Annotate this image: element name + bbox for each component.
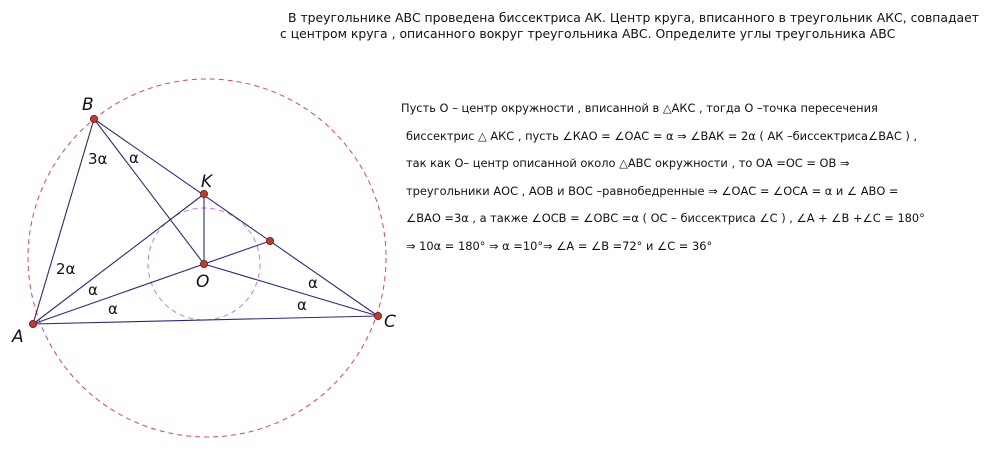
angle-a-mid: α (88, 281, 98, 299)
point-tangent (266, 237, 273, 244)
problem-line-2: с центром круга , описанного вокруг треугольника АВС. Определите углы треугольника АВС (280, 26, 896, 41)
circumcircle (28, 79, 386, 437)
solution-line-5: ∠ВАО =3α , а также ∠ОСВ = ∠ОВС =α ( ОС – биссектриса ∠С ) , ∠А + ∠В +∠С = 180° (406, 211, 925, 226)
solution-text (401, 98, 981, 264)
angle-c-bottom: α (297, 296, 307, 314)
side-ac (33, 316, 378, 324)
label-o: O (196, 272, 210, 292)
point-c (374, 312, 381, 319)
angle-b-lower: α (129, 149, 139, 167)
solution-line-4: треугольники АОС , АОВ и ВОС –равнобедренные ⇒ ∠ОАС = ∠ОСА = α и ∠ АВО = (406, 183, 899, 198)
segment-oc (204, 264, 378, 316)
solution-line-3: так как О– центр описанной около △АВС окружности , то ОА =ОС = ОВ ⇒ (406, 156, 850, 171)
solution-line-6: ⇒ 10α = 180° ⇒ α =10°⇒ ∠А = ∠В =72° и ∠С = 36° (406, 238, 713, 253)
label-b: B (82, 95, 94, 115)
problem-line-1: В треугольнике АВС проведена биссектриса АК. Центр круга, вписанного в треугольник АКС, совпадает (288, 10, 979, 25)
label-k: K (201, 172, 213, 192)
solution-line-2: биссектрис △ АКС , пусть ∠КАО = ∠ОАС = α ⇒ ∠ВАК = 2α ( АК –биссектриса∠ВАС ) , (406, 128, 918, 143)
side-ab (33, 119, 94, 324)
angle-a-low: α (108, 300, 118, 318)
bisector-ak (33, 194, 204, 324)
point-o (200, 260, 207, 267)
point-b (90, 115, 97, 122)
label-a: A (12, 327, 24, 347)
angle-c-top: α (308, 274, 318, 292)
label-c: C (384, 312, 396, 332)
angle-b-upper: 3α (88, 150, 108, 168)
angle-a-top: 2α (56, 260, 76, 278)
segment-bo (94, 119, 204, 264)
solution-line-1: Пусть О – центр окружности , вписанной в △АКС , тогда О –точка пересечения (401, 101, 878, 115)
point-a (29, 320, 36, 327)
segment-o-tangent (204, 241, 270, 264)
